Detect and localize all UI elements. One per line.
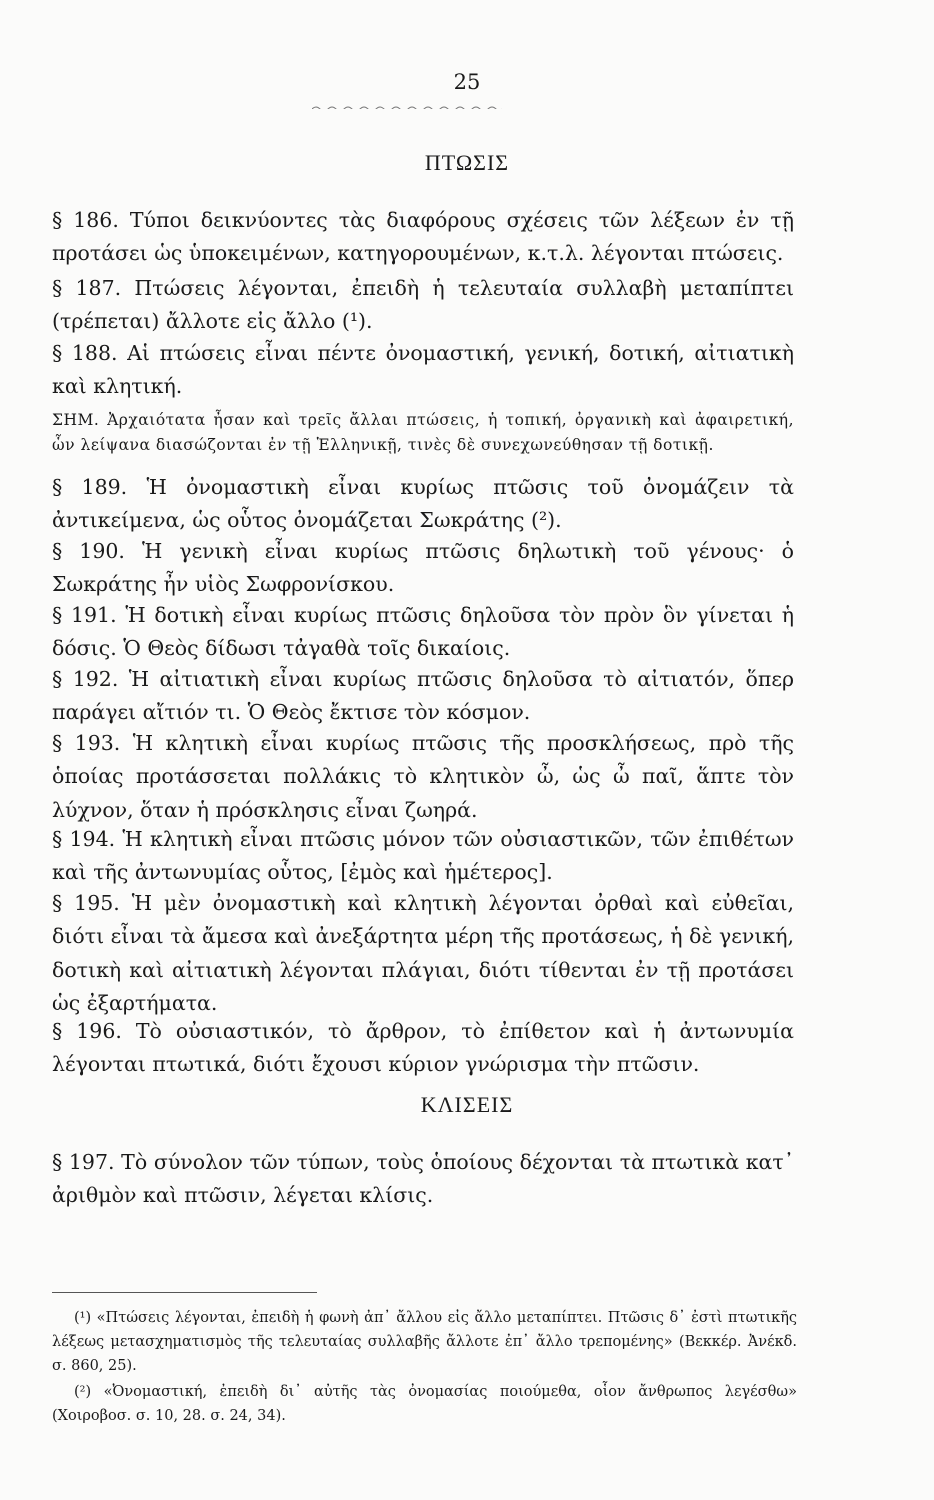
paragraph-197: § 197. Τὸ σύνολον τῶν τύπων, τοὺς ὁποίους δέχονται τὰ πτωτικὰ κατ᾿ ἀριθμὸν καὶ πτῶσιν, λέγεται κλίσις. xyxy=(52,1150,794,1208)
paragraph-192: § 192. Ἡ αἰτιατικὴ εἶναι κυρίως πτῶσις δηλοῦσα τὸ αἰτιατόν, ὅπερ παράγει αἴτιόν τι. Ὁ Θεὸς ἔκτισε τὸν κόσμον. xyxy=(52,667,794,725)
paragraph-187: § 187. Πτώσεις λέγονται, ἐπειδὴ ἡ τελευταία συλλαβὴ μεταπίπτει (τρέπεται) ἄλλοτε εἰς ἄλλο (¹). xyxy=(52,276,794,334)
page-number: 25 xyxy=(453,70,481,94)
paragraph-191: § 191. Ἡ δοτικὴ εἶναι κυρίως πτῶσις δηλοῦσα τὸν πρὸν ὃν γίνεται ἡ δόσις. Ὁ Θεὸς δίδωσι τἀγαθὰ τοῖς δικαίοις. xyxy=(52,603,794,661)
section-heading-ptoseis: ΠΤΩΣΙΣ xyxy=(424,150,510,175)
paragraph-194: § 194. Ἡ κλητικὴ εἶναι πτῶσις μόνον τῶν οὐσιαστικῶν, τῶν ἐπιθέτων καὶ τῆς ἀντωνυμίας οὗτος, [ἐμὸς καὶ ἡμέτερος]. xyxy=(52,827,794,885)
section-heading-kliseis: ΚΛΙΣΕΙΣ xyxy=(420,1092,514,1117)
paragraph-188: § 188. Αἱ πτώσεις εἶναι πέντε ὀνομαστική, γενική, δοτική, αἰτιατικὴ καὶ κλητική. xyxy=(52,341,794,399)
footnote-1: (¹) «Πτώσεις λέγονται, ἐπειδὴ ἡ φωνὴ ἀπ᾿ ἄλλου εἰς ἄλλο μεταπίπτει. Πτῶσις δ᾿ ἐστὶ πτωτικῆς λέξεως μετασχηματισμὸς τῆς τελευταίας συλλαβῆς ἄλλοτε ἐπ᾿ ἄλλο τρεπομένης» (Βεκκέρ. Ἀνέκδ. σ. 860, 25). xyxy=(52,1310,797,1374)
paragraph-193: § 193. Ἡ κλητικὴ εἶναι κυρίως πτῶσις τῆς προσκλήσεως, πρὸ τῆς ὁποίας προτάσσεται πολλάκις τὸ κλητικὸν ὦ, ὡς ὦ παῖ, ἅπτε τὸν λύχνον, ὅταν ἡ πρόσκλησις εἶναι ζωηρά. xyxy=(52,731,794,822)
footnote-2: (²) «Ὀνομαστική, ἐπειδὴ δι᾿ αὐτῆς τὰς ὀνομασίας ποιούμεθα, οἷον ἄνθρωπος λεγέσθω» (Χοιροβοσ. σ. 10, 28. σ. 24, 34). xyxy=(52,1384,797,1424)
paragraph-196: § 196. Τὸ οὐσιαστικόν, τὸ ἄρθρον, τὸ ἐπίθετον καὶ ἡ ἀντωνυμία λέγονται πτωτικά, διότι ἔχουσι κύριον γνώρισμα τὴν πτῶσιν. xyxy=(52,1019,794,1077)
paragraph-186: § 186. Τύποι δεικνύοντες τὰς διαφόρους σχέσεις τῶν λέξεων ἐν τῇ προτάσει ὡς ὑποκειμένων, κατηγορουμένων, κ.τ.λ. λέγονται πτώσεις. xyxy=(52,208,794,266)
paragraph-190: § 190. Ἡ γενικὴ εἶναι κυρίως πτῶσις δηλωτικὴ τοῦ γένους· ὁ Σωκράτης ἦν υἱὸς Σωφρονίσκου. xyxy=(52,539,794,597)
note-sim: ΣΗΜ. Ἀρχαιότατα ἦσαν καὶ τρεῖς ἄλλαι πτώσεις, ἡ τοπική, ὀργανικὴ καὶ ἀφαιρετική, ὧν λείψανα διασώζονται ἐν τῇ Ἑλληνικῇ, τινὲς δὲ συνεχωνεύθησαν τῇ δοτικῇ. xyxy=(52,411,794,454)
paragraph-189: § 189. Ἡ ὀνομαστικὴ εἶναι κυρίως πτῶσις τοῦ ὀνομάζειν τὰ ἀντικείμενα, ὡς οὗτος ὀνομάζεται Σωκράτης (²). xyxy=(52,475,794,533)
paragraph-195: § 195. Ἡ μὲν ὀνομαστικὴ καὶ κλητικὴ λέγονται ὀρθαὶ καὶ εὐθεῖαι, διότι εἶναι τὰ ἄμεσα καὶ ἀνεξάρτητα μέρη τῆς προτάσεως, ἡ δὲ γενική, δοτικὴ καὶ αἰτιατικὴ λέγονται πλάγιαι, διότι τίθενται ἐν τῇ προτάσει ὡς ἐξαρτήματα. xyxy=(52,891,794,1016)
ornament-divider xyxy=(312,99,502,109)
footnote-rule xyxy=(52,1292,317,1293)
